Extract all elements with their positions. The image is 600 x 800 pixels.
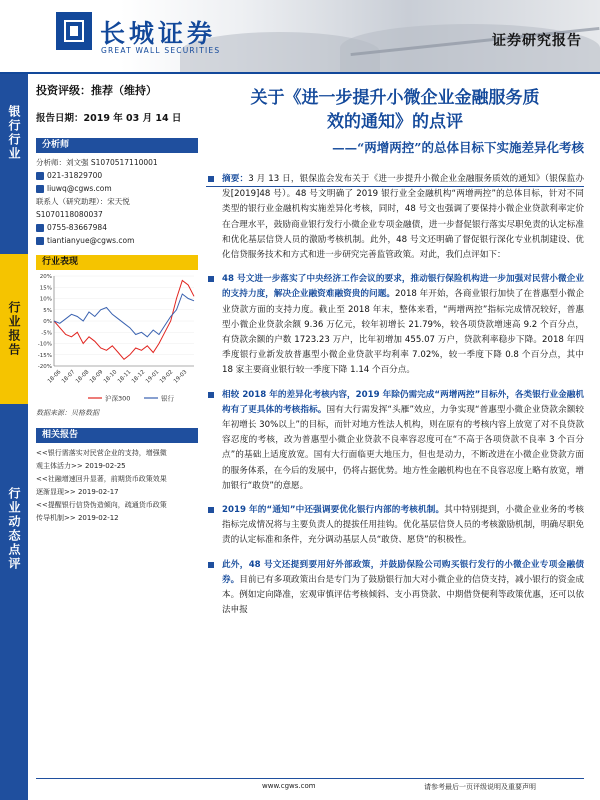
chart-legend xyxy=(36,392,198,404)
email-icon xyxy=(36,185,44,193)
analyst-phone: 021-31829700 xyxy=(36,169,198,182)
title-divider xyxy=(206,186,584,187)
analyst-section-header: 分析师 xyxy=(36,138,198,153)
chart-x-tick-label: 18-12 xyxy=(130,369,147,385)
related-report-link[interactable]: <<银行需落实对民营企业的支持，增强微 xyxy=(36,449,167,457)
investment-rating: 投资评级：推荐（维持） xyxy=(36,84,157,97)
related-report-date: 传导机制>> 2019-02-12 xyxy=(36,514,119,522)
related-reports-list xyxy=(36,443,198,525)
chart-series-line-bank xyxy=(54,294,194,337)
chart-x-tick-label: 18-09 xyxy=(88,369,105,385)
chart-x-tick-label: 18-11 xyxy=(116,369,133,385)
analyst-name: 分析师：刘文强 S1070517110001 xyxy=(36,158,158,167)
chart-section-header: 行业表现 xyxy=(36,255,198,270)
assistant-email: tiantianyue@cgws.com xyxy=(36,234,198,247)
footer-disclaimer: 请参考最后一页评级说明及重要声明 xyxy=(424,783,536,791)
assistant-phone: 0755-83667984 xyxy=(36,221,198,234)
chart-source: 数据来源：贝格数据 xyxy=(36,409,99,417)
point-paragraph-1: 48 号文进一步落实了中央经济工作会议的要求，推动银行保险机构进一步加强对民营小微企业的支持力度，解决企业融资难融资贵的问题。2018 年开始，各商业银行加快了在普惠型小微企业贷款方面的支持力度。截止至 2018 年末，整体来看，“两增两控”指标完成情况较好，普惠型小微企业贷款余额 9.36 万亿元，较年初增长 21.79%，较各项贷款增速高 9.2 个百分点，有贷款余额的户数 1723.23 万户，比年初增加 455.07 万户，贷款利率稳步下降。2018 年四季度银行业新发放普惠型小微企业贷款平均利率 7.02%，较一季度下降 0.8 个百分点，其中 18 家主要商业银行较一季度下降 1.14 个百分点。 xyxy=(206,272,584,378)
line-chart-svg xyxy=(36,272,198,392)
report-body xyxy=(206,172,584,618)
sidebar-tab-comment: 行业动态点评 xyxy=(7,487,21,571)
main-content xyxy=(206,86,584,627)
chart-x-tick-label: 18-10 xyxy=(102,369,119,385)
sidebar-tab-industry: 银行行业 xyxy=(7,105,21,161)
analyst-email: liuwq@cgws.com xyxy=(36,182,198,195)
report-date: 报告日期：2019 年 03 月 14 日 xyxy=(36,113,182,124)
assistant-id: S1070118080037 xyxy=(36,210,103,219)
chart-y-tick-label: -5% xyxy=(41,330,52,337)
report-type: 证券研究报告 xyxy=(492,33,582,49)
chart-y-tick-label: -10% xyxy=(37,341,52,348)
chart-y-tick-label: 20% xyxy=(39,274,52,280)
chart-y-tick-label: -15% xyxy=(37,352,52,359)
abstract-paragraph: 摘要：3 月 13 日，银保监会发布关于《进一步提升小微企业金融服务质效的通知》（银保监办发[2019]48 号）。48 号文明确了 2019 银行业全金融机构“两增两控”的总体目标，针对不同类型的银行业金融机构实施差异化考核，同时，48 号文也强调了要保持小微企业贷款利率定价在合理水平，鼓励商业银行发行小微企业专项金融债，进一步督促银行落实尽职免责的认定标准和优化基层信贷人员的激励考核机制。此外，48 号文还明确了督促银行深化专业机制建设、优化信贷服务技术和方式和进一步研究完善监管政策。对此，我们点评如下： xyxy=(206,172,584,263)
email-icon xyxy=(36,237,44,245)
report-header xyxy=(0,0,600,72)
header-divider xyxy=(0,72,600,74)
chart-y-tick-label: 5% xyxy=(43,307,52,314)
sidebar-tab-report: 行业报告 xyxy=(0,254,28,404)
analyst-info xyxy=(36,153,198,255)
related-report-link[interactable]: <<社融增速回升显著，前期货币政策效果 xyxy=(36,475,167,483)
point-paragraph-3: 2019 年的“通知”中还强调要优化银行内部的考核机制。其中特别提到，小微企业业务的考核指标完成情况将与主要负责人的提拔任用挂钩。优化基层信贷人员的考核激励机制，明确尽职免责的认定标准和条件，充分调动基层人员“敢贷、愿贷”的积极性。 xyxy=(206,503,584,549)
bullet-square-icon xyxy=(208,276,214,282)
sidebar xyxy=(0,74,28,800)
report-title: 关于《进一步提升小微企业金融服务质 效的通知》的点评 xyxy=(250,88,540,132)
company-name: 长城证券 xyxy=(100,19,217,48)
chart-y-tick-label: -20% xyxy=(37,364,52,370)
bullet-square-icon xyxy=(208,392,214,398)
chart-series-line-hs300 xyxy=(54,281,194,360)
point-paragraph-2: 相较 2018 年的差异化考核内容，2019 年除仍需完成“两增两控”目标外，各类银行业金融机构有了更具体的考核指标。国有大行需发挥“头雁”效应，力争实现“普惠型小微企业贷款余额较年初增长 30%以上”的目标，而针对地方性法人机构，则在原有的考核内容上放宽了对不良贷款容忍度的考核，改为普惠型小微企业贷款不良率容忍度可在“不高于各项贷款不良率 3 个百分点”的基础上适度放宽。国有大行面临更大地压力，但也是动力，不断改进在小微企业贷款方面的服务体系，在今后的发展中，仍将占据优势。地方性金融机构也在不良容忍度上略有放宽，增加银行“敢贷”的意愿。 xyxy=(206,388,584,494)
legend-label: 银行 xyxy=(161,394,174,403)
phone-icon xyxy=(36,172,44,180)
chart-y-tick-label: 15% xyxy=(39,285,52,292)
bullet-square-icon xyxy=(208,507,214,513)
chart-y-tick-label: 0% xyxy=(43,319,52,325)
company-logo-icon xyxy=(56,12,92,50)
chart-x-tick-label: 18-06 xyxy=(46,369,63,385)
bullet-square-icon xyxy=(208,176,214,182)
footer-url[interactable]: www.cgws.com xyxy=(262,782,316,790)
phone-icon xyxy=(36,224,44,232)
related-reports-header: 相关报告 xyxy=(36,428,198,443)
industry-performance-chart xyxy=(36,272,198,392)
footer-divider xyxy=(36,778,584,779)
report-subtitle: ——“两增两控”的总体目标下实施差异化考核 xyxy=(332,140,584,155)
chart-x-tick-label: 19-03 xyxy=(172,369,189,385)
company-name-en: GREAT WALL SECURITIES xyxy=(101,46,221,55)
related-report-date: 逐渐显现>> 2019-02-17 xyxy=(36,488,119,496)
point-paragraph-4: 此外，48 号文还提到要用好外部政策，并鼓励保险公司购买银行发行的小微企业专项金融债券。目前已有多项政策出台是专门为了鼓励银行加大对小微企业的信贷支持，减小银行的资金成本。例如定向降准，宏观审慎评估考核倾斜、支小再贷款、中期借贷便利等政策优惠，还可以依法申报 xyxy=(206,558,584,619)
chart-y-tick-label: 10% xyxy=(39,296,52,303)
chart-x-tick-label: 18-07 xyxy=(60,369,77,385)
left-info-column xyxy=(36,82,198,525)
chart-x-tick-label: 18-08 xyxy=(74,369,91,385)
related-report-date: 观主体活力>> 2019-02-25 xyxy=(36,462,126,470)
chart-x-tick-label: 19-02 xyxy=(158,369,175,385)
bullet-square-icon xyxy=(208,562,214,568)
chart-x-tick-label: 19-01 xyxy=(144,369,161,385)
assistant-name: 联系人（研究助理）：宋天悦 xyxy=(36,197,130,206)
legend-label: 沪深300 xyxy=(105,394,131,403)
related-report-link[interactable]: <<提醒银行信贷伪造倾向，疏通货币政策 xyxy=(36,501,167,509)
